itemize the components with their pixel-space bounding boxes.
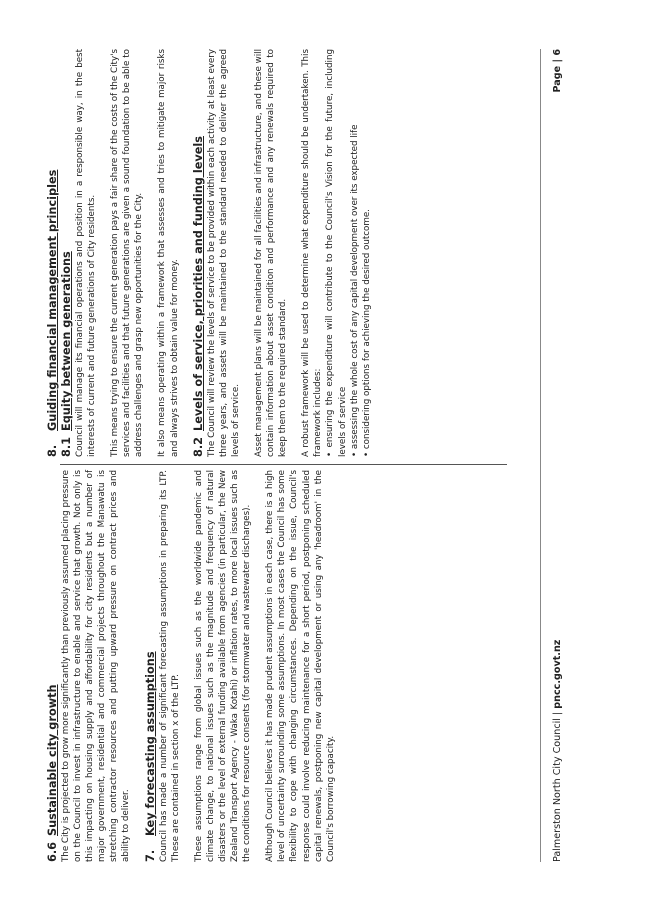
page-number: Page | 6: [552, 49, 563, 93]
footer-website-link[interactable]: pncc.govt.nz: [552, 639, 563, 709]
paragraph: Council has made a number of significant forecasting assumptions in preparing its LTP. These are contained in section x of the LTP.: [158, 470, 181, 862]
column-divider: [60, 464, 507, 465]
section-8-1-heading: [60, 49, 74, 457]
footer-divider: [540, 49, 541, 862]
paragraph: This means trying to ensure the current generation pays a fair share of the costs of the City's services and facilities and that future generations are given a sound foundation to be able to address challenges and grasp new opportunities for the City.: [110, 49, 145, 457]
paragraph: Although Council believes it has made prudent assumptions in each case, there is a high level of uncertainty surrounding some assumptions. In most cases the Council has some flexibility to cope with changing circumstances. Depending on the issue, Council's response could involve reducing maintenance for a short period, postponing scheduled capital renewals, postponing new capital development or using any 'headroom' in the Council's borrowing capacity.: [265, 470, 336, 862]
section-title: Sustainable city growth: [46, 684, 59, 836]
section-number: 7.: [143, 849, 157, 862]
section-6-6-heading: [46, 470, 60, 862]
bullet-list: [324, 49, 372, 457]
section-8-2-heading: [192, 49, 206, 457]
footer-org: [552, 640, 563, 862]
section-title: Equity between generations: [60, 251, 73, 431]
section-8-heading: [46, 49, 60, 457]
footer-org-name: Palmerston North City Council: [552, 718, 563, 862]
paragraph: Asset management plans will be maintained for all facilities and infrastructure, and these will contain information about asset condition and performance and any renewals required to keep them to the required standard.: [253, 49, 289, 457]
bullet-item: • assessing the whole cost of any capital development over its expected life: [349, 49, 361, 457]
section-number: 6.6: [46, 841, 59, 862]
bullet-item: • ensuring the expenditure will contribute to the Council's Vision for the future, including levels of service: [324, 49, 348, 457]
paragraph: These assumptions range from global issues such as the worldwide pandemic and climate change, to national issues such as the magnitude and frequency of natural disasters or the level of external funding available from agencies (in particular, the New Zealand Transport Agency - Waka Kotahi) or inflation rates, to more local issues such as the conditions for resource consents (for stormwater and wastewater discharges).: [193, 470, 253, 862]
section-number: 8.2: [191, 436, 205, 457]
left-column: [46, 470, 348, 862]
paragraph: The Council will review the levels of service to be provided within each activity at least every three years, and assets will be maintained to the standard needed to deliver the agreed levels of service.: [206, 49, 241, 457]
paragraph: Council will manage its financial operations and position in a responsible way, in the best interests of current and future generations of City residents.: [75, 49, 98, 457]
paragraph: It also means operating within a framework that assesses and tries to mitigate major risks and always strives to obtain value for money.: [157, 49, 180, 457]
section-title: Key forecasting assumptions: [143, 651, 157, 836]
section-title: Guiding financial management principles: [46, 169, 59, 431]
paragraph: A robust framework will be used to determine what expenditure should be undertaken. This framework includes:: [301, 49, 324, 457]
bullet-item: • considering options for achieving the desired outcome.: [361, 49, 373, 457]
section-number: 8.1: [60, 436, 73, 457]
right-column: [46, 49, 373, 457]
footer-separator: |: [552, 711, 563, 716]
paragraph: The City is projected to grow more significantly than previously assumed placing pressure on the Council to invest in infrastructure to enable and service that growth. Not only is this impacting on housing supply and affordability for city residents but a number of major government, residential and commercial projects throughout the Manawatu is stretching contractor resources and putting upward pressure on contract prices and ability to deliver.: [61, 470, 132, 862]
section-7-heading: [144, 470, 158, 862]
section-number: 8.: [46, 444, 59, 457]
section-title: Levels of service, priorities and funding levels: [191, 136, 205, 431]
